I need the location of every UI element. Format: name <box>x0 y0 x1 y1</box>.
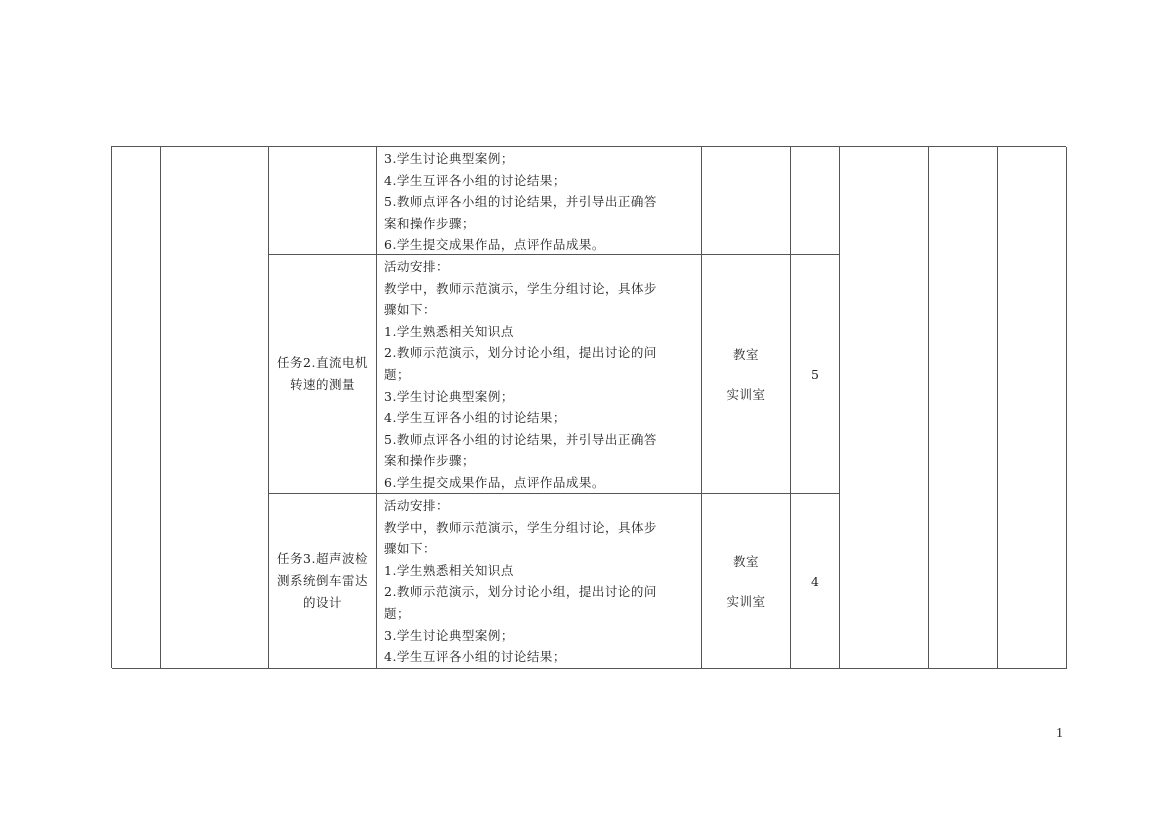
hours-value: 5 <box>811 366 819 382</box>
venue-label: 教室 <box>732 347 759 362</box>
activity-line: 2.教师示范演示，划分讨论小组，提出讨论的问 <box>384 584 657 600</box>
activity-line: 骤如下： <box>384 302 437 318</box>
activity-line: 活动安排： <box>384 259 450 274</box>
activity-line: 题； <box>384 366 411 382</box>
activity-line: 3.学生讨论典型案例； <box>384 627 514 643</box>
empty-column-7 <box>840 147 929 669</box>
task-cell-1 <box>269 147 377 255</box>
task-label: 任务2.直流电机转速的测量 <box>277 355 368 392</box>
venue-cell-1 <box>702 147 791 255</box>
activity-line: 5.教师点评各小组的讨论结果，并引导出正确答 <box>384 194 657 210</box>
activity-line: 2.教师示范演示，划分讨论小组，提出讨论的问 <box>384 345 657 361</box>
activity-line: 教学中，教师示范演示，学生分组讨论，具体步 <box>384 519 658 535</box>
activity-cell-2 <box>377 255 702 494</box>
hours-cell-3 <box>791 494 840 669</box>
activity-line: 6.学生提交成果作品，点评作品成果。 <box>384 237 605 253</box>
activity-line: 教学中，教师示范演示，学生分组讨论，具体步 <box>384 280 658 296</box>
activity-line: 6.学生提交成果作品，点评作品成果。 <box>384 474 605 490</box>
activity-cell-3 <box>377 494 702 669</box>
task-cell-3 <box>269 494 377 669</box>
activity-line: 3.学生讨论典型案例； <box>384 388 514 404</box>
page-number: 1 <box>1056 726 1063 741</box>
activity-line: 1.学生熟悉相关知识点 <box>384 323 514 339</box>
activity-cell-1 <box>377 147 702 255</box>
empty-column-8 <box>929 147 998 669</box>
venue-cell-3 <box>702 494 791 669</box>
hours-cell-1 <box>791 147 840 255</box>
activity-line: 骤如下： <box>384 541 437 557</box>
activity-line: 4.学生互评各小组的讨论结果； <box>384 410 566 426</box>
task-cell-2 <box>269 255 377 494</box>
activity-line: 1.学生熟悉相关知识点 <box>384 562 514 578</box>
activity-line: 活动安排： <box>384 498 450 513</box>
hours-cell-2 <box>791 255 840 494</box>
empty-column-2 <box>161 147 269 669</box>
empty-column-9 <box>998 147 1067 669</box>
activity-line: 题； <box>384 605 411 621</box>
activity-line: 4.学生互评各小组的讨论结果； <box>384 649 566 665</box>
activity-line: 案和操作步骤； <box>384 453 476 469</box>
hours-value: 4 <box>811 573 819 589</box>
activity-line: 案和操作步骤； <box>384 215 476 231</box>
activity-line: 3.学生讨论典型案例； <box>384 151 514 166</box>
venue-label: 实训室 <box>726 387 766 402</box>
venue-label: 实训室 <box>726 594 766 609</box>
venue-label: 教室 <box>732 554 759 569</box>
activity-line: 4.学生互评各小组的讨论结果； <box>384 172 566 188</box>
venue-cell-2 <box>702 255 791 494</box>
lesson-plan-table <box>111 146 1066 668</box>
task-label: 任务3.超声波检测系统倒车雷达的设计 <box>276 551 368 610</box>
activity-line: 5.教师点评各小组的讨论结果，并引导出正确答 <box>384 431 657 447</box>
empty-column-1 <box>112 147 161 669</box>
